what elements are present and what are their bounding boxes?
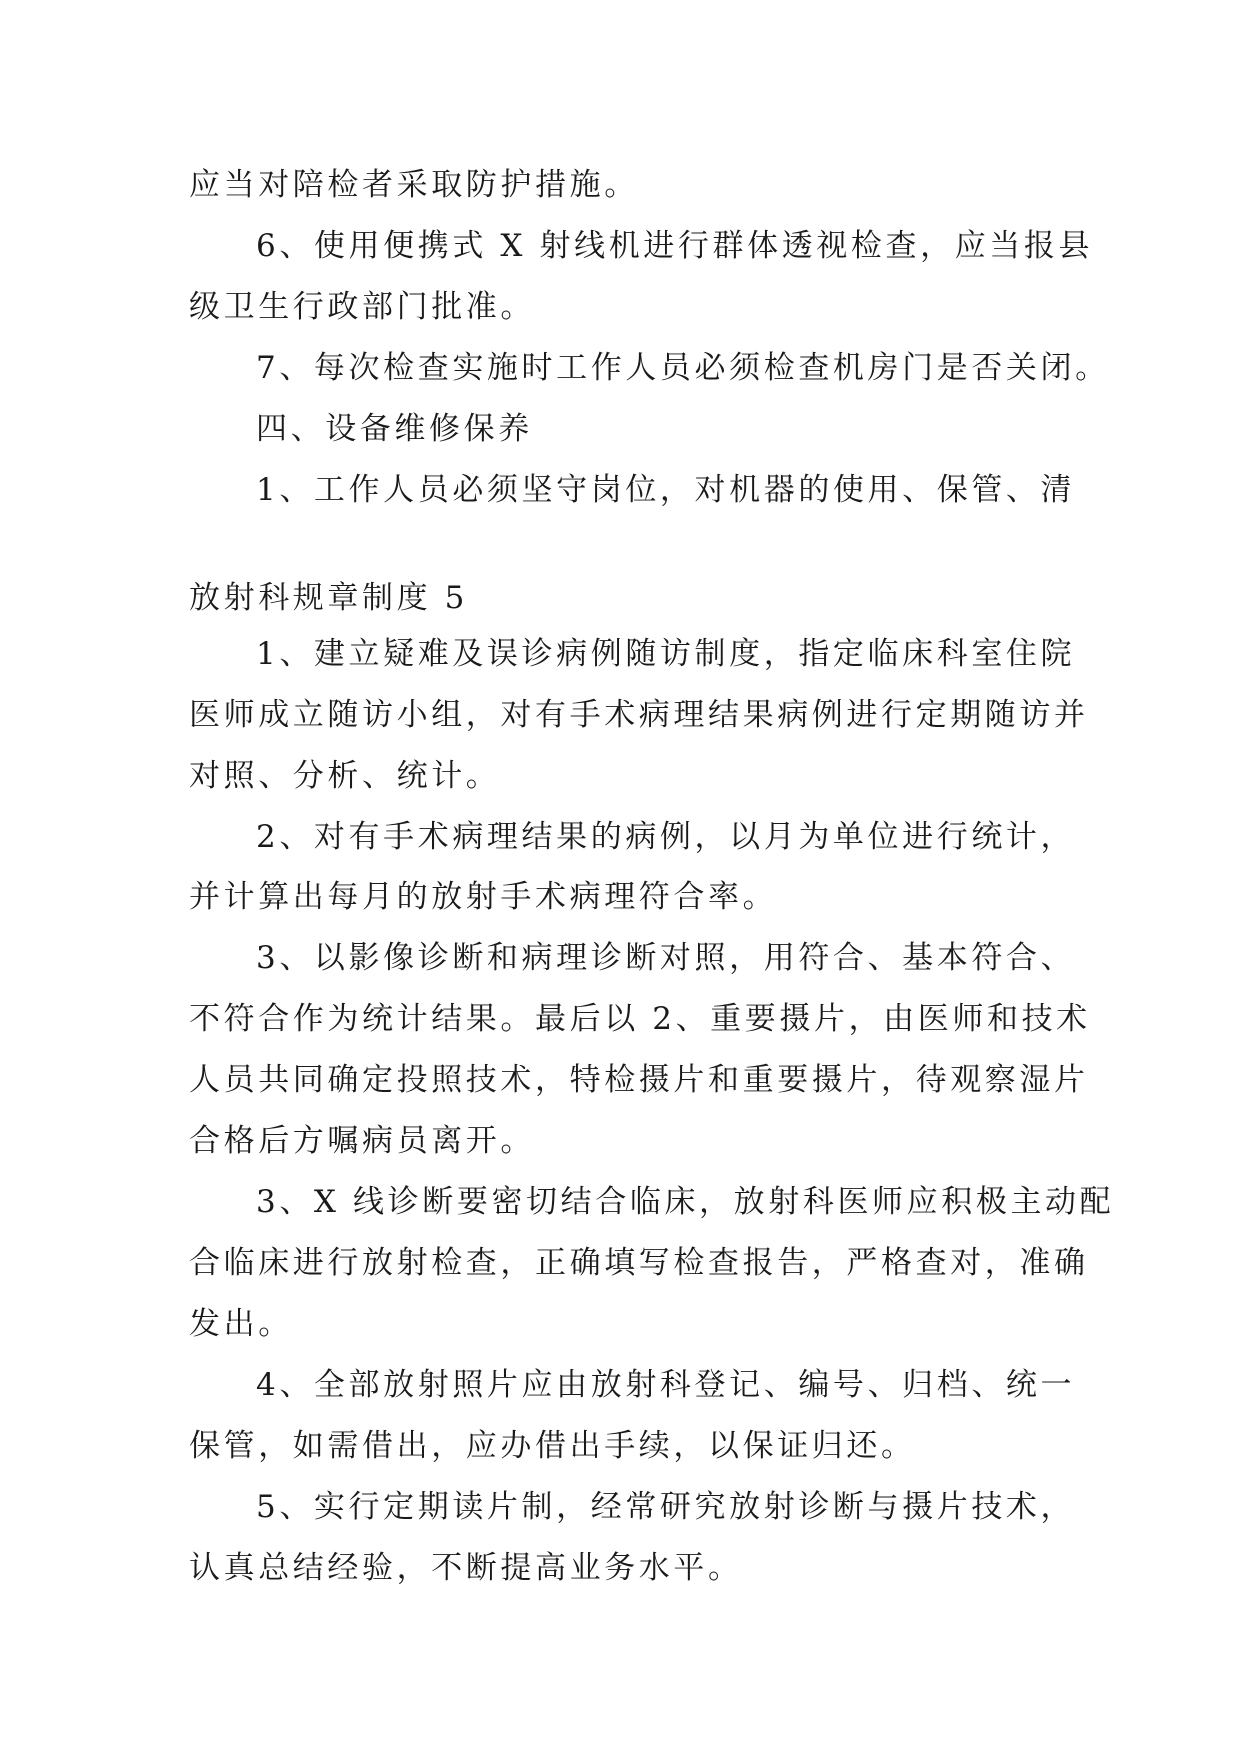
section-title: 放射科规章制度 5 [189,580,468,616]
text-line: 1、工作人员必须坚守岗位，对机器的使用、保管、清 [256,472,1076,508]
text-line: 1、建立疑难及误诊病例随访制度，指定临床科室住院 [256,636,1076,672]
text-line: 5、实行定期读片制，经常研究放射诊断与摄片技术， [256,1489,1076,1525]
text-line: 6、使用便携式 X 射线机进行群体透视检查，应当报县 [256,228,1094,264]
text-line: 对照、分析、统计。 [189,758,501,794]
text-line: 不符合作为统计结果。最后以 2、重要摄片，由医师和技术 [189,1001,1091,1037]
text-line: 人员共同确定投照技术，特检摄片和重要摄片，待观察湿片 [189,1062,1089,1098]
text-line: 3、X 线诊断要密切结合临床，放射科医师应积极主动配 [256,1184,1115,1220]
text-line: 7、每次检查实施时工作人员必须检查机房门是否关闭。 [256,350,1110,386]
text-line: 保管，如需借出，应办借出手续，以保证归还。 [189,1428,916,1464]
text-line: 认真总结经验，不断提高业务水平。 [189,1550,743,1586]
text-line: 合临床进行放射检查，正确填写检查报告，严格查对，准确 [189,1245,1089,1281]
text-line: 合格后方嘱病员离开。 [189,1123,535,1159]
text-line: 医师成立随访小组，对有手术病理结果病例进行定期随访并 [189,697,1089,733]
text-line: 2、对有手术病理结果的病例，以月为单位进行统计， [256,819,1076,855]
text-line: 级卫生行政部门批准。 [189,289,535,325]
text-line: 3、以影像诊断和病理诊断对照，用符合、基本符合、 [256,940,1076,976]
text-line: 并计算出每月的放射手术病理符合率。 [189,879,778,915]
text-line: 应当对陪检者采取防护措施。 [189,167,639,203]
text-line: 四、设备维修保养 [256,411,533,447]
text-line: 发出。 [189,1306,293,1342]
text-line: 4、全部放射照片应由放射科登记、编号、归档、统一 [256,1367,1076,1403]
